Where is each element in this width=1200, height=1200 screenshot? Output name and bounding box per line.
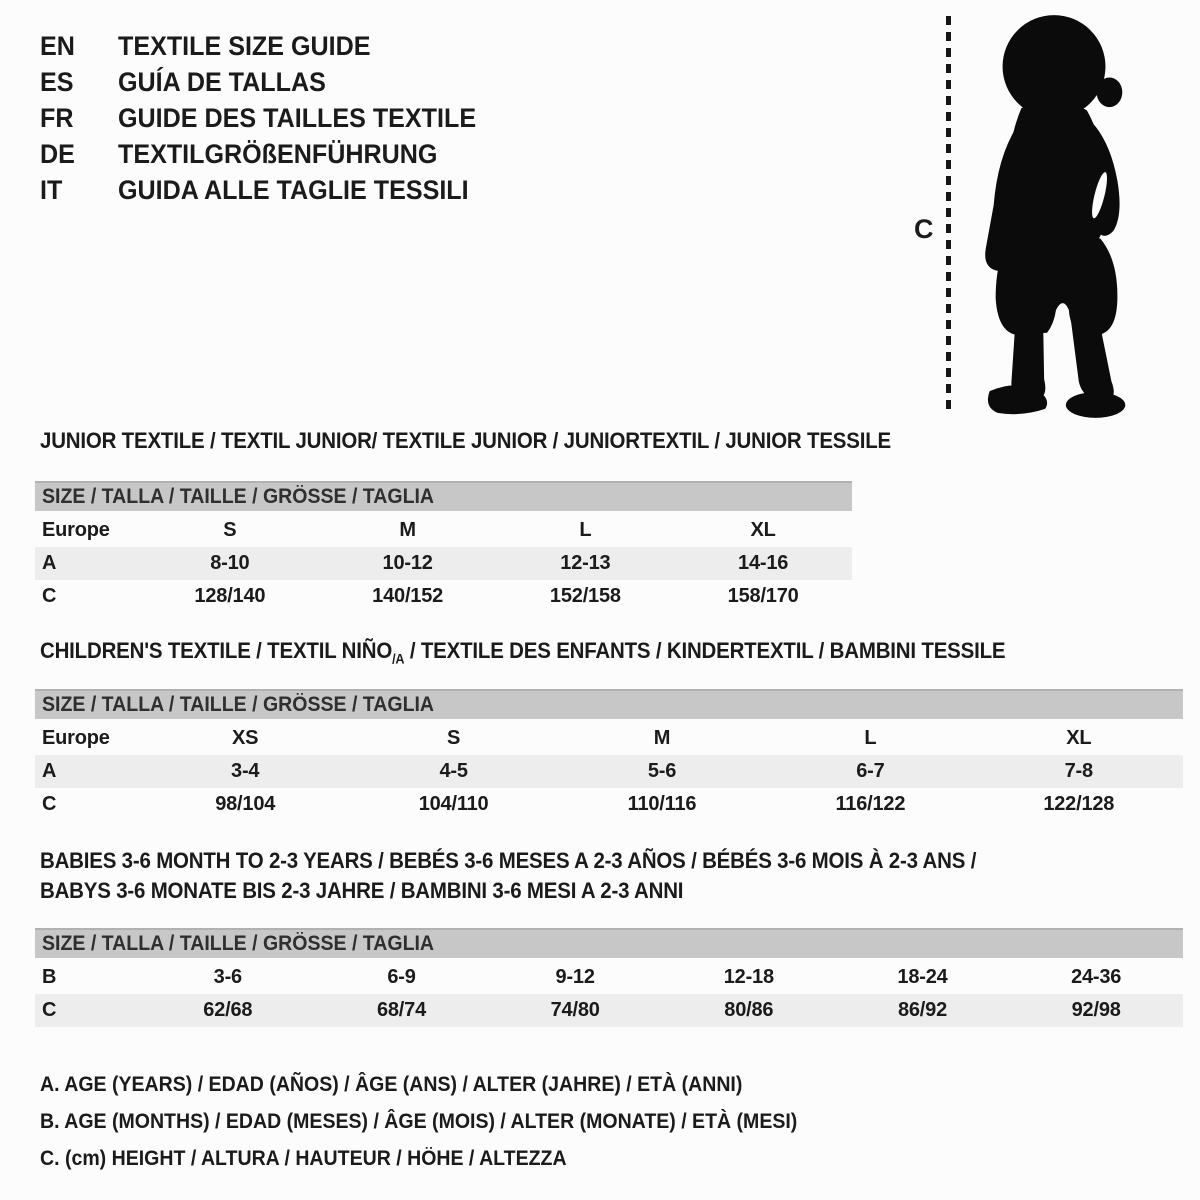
size-cell: 68/74 <box>376 999 427 1021</box>
row-label: Europe <box>42 519 110 541</box>
table-row-europe <box>35 514 852 547</box>
size-cell: 152/158 <box>549 585 621 607</box>
size-cell: 12-18 <box>723 966 774 988</box>
legend-line-a: A. AGE (YEARS) / EDAD (AÑOS) / ÂGE (ANS) / ALTER (JAHRE) / ETÀ (ANNI) <box>40 1072 743 1096</box>
size-cell: 122/128 <box>1043 793 1115 815</box>
row-label: B <box>42 966 57 988</box>
size-cell: 128/140 <box>194 585 266 607</box>
table-row-age <box>35 547 852 580</box>
lang-code: ES <box>40 66 74 97</box>
size-cell: 18-24 <box>897 966 948 988</box>
table-row-europe <box>35 722 1183 755</box>
size-cell: S <box>223 519 237 541</box>
table-row-height <box>35 580 852 613</box>
size-cell: 7-8 <box>1064 760 1093 782</box>
table-header-bar: SIZE / TALLA / TAILLE / GRÖSSE / TAGLIA <box>35 689 1183 719</box>
lang-row-es <box>40 64 503 100</box>
section-title-junior: JUNIOR TEXTILE / TEXTIL JUNIOR/ TEXTILE JUNIOR / JUNIORTEXTIL / JUNIOR TESSILE <box>40 428 891 453</box>
table-row-height <box>35 788 1183 821</box>
size-cell: 116/122 <box>835 793 906 815</box>
row-label: A <box>42 760 57 782</box>
table-header-bar: SIZE / TALLA / TAILLE / GRÖSSE / TAGLIA <box>35 481 852 511</box>
lang-title: GUIDE DES TAILLES TEXTILE <box>118 102 477 133</box>
size-cell: 24-36 <box>1071 966 1122 988</box>
size-table-children <box>35 689 1183 821</box>
size-cell: 6-9 <box>387 966 416 988</box>
lang-row-fr <box>40 100 503 136</box>
size-cell: 86/92 <box>897 999 948 1021</box>
size-cell: 14-16 <box>738 552 789 574</box>
row-label: C <box>42 999 57 1021</box>
legend-line-c: C. (cm) HEIGHT / ALTURA / HAUTEUR / HÖHE / ALTEZZA <box>40 1146 567 1170</box>
row-label: A <box>42 552 57 574</box>
row-label: Europe <box>42 727 110 749</box>
size-cell: 3-6 <box>213 966 242 988</box>
size-cell: 80/86 <box>724 999 774 1021</box>
size-cell: 3-4 <box>231 760 260 782</box>
size-cell: 104/110 <box>418 793 489 815</box>
size-table-junior <box>35 481 852 613</box>
measurement-legend <box>40 1066 854 1177</box>
lang-title: GUÍA DE TALLAS <box>118 66 326 97</box>
size-cell: 110/116 <box>627 793 697 815</box>
size-cell: 92/98 <box>1071 999 1121 1021</box>
lang-code: FR <box>40 102 74 133</box>
section-title-babies: BABIES 3-6 MONTH TO 2-3 YEARS / BEBÉS 3-6 MESES A 2-3 AÑOS / BÉBÉS 3-6 MOIS À 2-3 ANS / BABYS 3-6 MONATE BIS 2-3 JAHRE / BAMBINI 3-6 MESI A 2-3 ANNI <box>40 848 977 903</box>
lang-title: TEXTILGRÖßENFÜHRUNG <box>118 138 438 169</box>
lang-row-it <box>40 172 503 208</box>
lang-code: IT <box>40 174 63 205</box>
lang-title: TEXTILE SIZE GUIDE <box>118 30 371 61</box>
table-row-age <box>35 755 1183 788</box>
language-header <box>40 28 503 208</box>
size-cell: 10-12 <box>382 552 433 574</box>
size-cell: 98/104 <box>215 793 276 815</box>
legend-line-b: B. AGE (MONTHS) / EDAD (MESES) / ÂGE (MOIS) / ALTER (MONATE) / ETÀ (MESI) <box>40 1109 798 1133</box>
lang-title: GUIDA ALLE TAGLIE TESSILI <box>118 174 469 205</box>
size-cell: 74/80 <box>550 999 600 1021</box>
size-cell: XL <box>750 519 776 541</box>
row-label: C <box>42 793 57 815</box>
row-label: C <box>42 585 57 607</box>
table-header-bar: SIZE / TALLA / TAILLE / GRÖSSE / TAGLIA <box>35 928 1183 958</box>
size-cell: 9-12 <box>555 966 595 988</box>
size-cell: XS <box>232 727 259 749</box>
size-cell: S <box>447 727 461 749</box>
size-table-babies <box>35 928 1183 1027</box>
nino-a-subscript: /A <box>392 651 405 667</box>
size-cell: M <box>653 727 671 749</box>
table-row-height <box>35 994 1183 1027</box>
lang-code: DE <box>40 138 75 169</box>
size-cell: 8-10 <box>210 552 250 574</box>
size-cell: 140/152 <box>372 585 444 607</box>
size-cell: 5-6 <box>647 760 677 782</box>
size-cell: 6-7 <box>856 760 885 782</box>
size-cell: 158/170 <box>727 585 799 607</box>
height-measure-dashed-line <box>946 16 951 416</box>
size-cell: L <box>864 727 877 749</box>
size-cell: M <box>399 519 416 541</box>
lang-row-en <box>40 28 503 64</box>
size-cell: XL <box>1066 727 1092 749</box>
size-cell: 62/68 <box>203 999 253 1021</box>
table-row-age-months <box>35 961 1183 994</box>
toddler-silhouette-icon <box>962 6 1150 424</box>
section-title-children: CHILDREN'S TEXTILE / TEXTIL $NIÑO_{/A}$ / TEXTILE DES ENFANTS / KINDERTEXTIL / BAMBINI TESSILE <box>40 638 1006 667</box>
size-cell: L <box>579 519 592 541</box>
lang-code: EN <box>40 30 75 61</box>
height-measure-label: C <box>914 214 934 244</box>
size-cell: 12-13 <box>560 552 611 574</box>
lang-row-de <box>40 136 503 172</box>
size-cell: 4-5 <box>439 760 468 782</box>
